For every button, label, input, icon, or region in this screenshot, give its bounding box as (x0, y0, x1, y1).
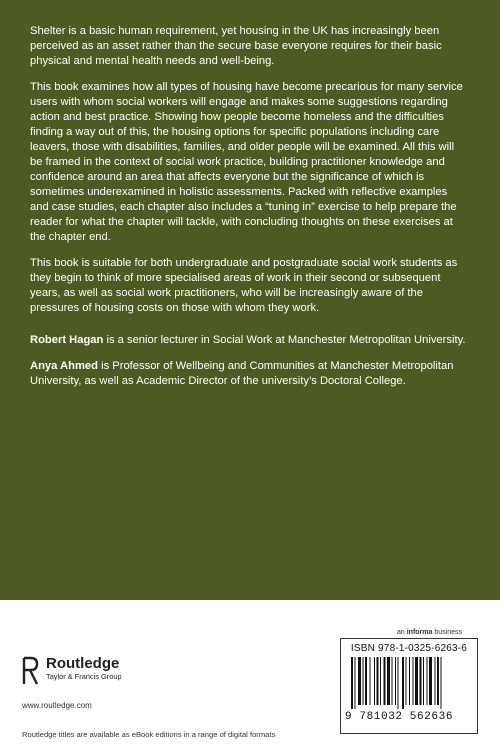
blurb-paragraph-1: Shelter is a basic human requirement, yet housing in the UK has increasingly been perceived as an asset rather than the secure base everyone requires for their basic physical and mental health needs and well-being. (30, 25, 442, 67)
publisher-name: Routledge (46, 655, 120, 672)
barcode-bar (387, 657, 390, 705)
barcode-bar (392, 657, 393, 705)
informa-suffix: business (432, 629, 462, 636)
barcode-bar (435, 657, 436, 705)
author-bio-2 (30, 359, 468, 389)
author-name-2: Anya Ahmed (30, 360, 98, 372)
barcode-bar (429, 657, 432, 705)
blurb-paragraph-2: This book examines how all types of housing have become precarious for many service users with whom social workers will engage and makes some suggestions regarding action and best practice. Showing how people become homeless and the difficulties finding a way out of this, the housing options for specific populations including care leavers, those with disabilities, families, and older people will be examined. All this will be framed in the context of social work practice, building practitioner knowledge and confidence around an area that affects everyone but the significance of which is sometimes underexamined in holistic assessments. Packed with reflective examples and case studies, each chapter also includes a “tuning in” exercise to help prepare the reader for what the chapter will tackle, with concluding thoughts on these exercises at the chapter end. (30, 81, 463, 243)
publisher-footer (0, 600, 500, 750)
isbn-label: ISBN 978-1-0325-6263-6 (350, 643, 468, 654)
author-name-1: Robert Hagan (30, 334, 104, 346)
barcode-bar (384, 657, 386, 705)
barcode-bar (437, 657, 439, 705)
routledge-logo-icon (22, 656, 40, 686)
barcode-bar (402, 657, 404, 709)
publisher-group: Taylor & Francis Group (46, 672, 122, 681)
informa-prefix: an (397, 629, 407, 636)
ebook-note: Routledge titles are available as eBook editions in a range of digital formats (22, 730, 276, 739)
barcode-bar (365, 657, 367, 705)
barcode-digits: 9 781032 562636 (345, 711, 454, 723)
barcode-bar (377, 657, 379, 705)
barcode-bar (423, 657, 424, 705)
routledge-logo (22, 656, 122, 686)
informa-word: informa (406, 629, 433, 636)
isbn-barcode-box (340, 638, 478, 734)
barcode-bar (415, 657, 418, 705)
barcode-bar (355, 657, 356, 709)
barcode-bar (358, 657, 361, 705)
barcode-bar (380, 657, 381, 705)
publisher-website[interactable]: www.routledge.com (22, 701, 92, 710)
barcode-bar (406, 657, 407, 705)
barcode-bar (409, 657, 410, 705)
author-bio-text-2: is Professor of Wellbeing and Communities at Manchester Metropolitan University, as well as Academic Director of the university’s Doctoral College. (30, 360, 454, 387)
informa-tagline (397, 629, 462, 636)
barcode-bar (413, 657, 414, 705)
barcode-bar (363, 657, 364, 705)
barcode-bar (351, 657, 353, 709)
blurb-paragraph-3: This book is suitable for both undergraduate and postgraduate social work students as they begin to think of more specialised areas of work in their second or subsequent years, as well as social work practitioners, who will be increasingly aware of the pressures of housing costs on those with whom they work. (30, 257, 458, 314)
barcode-bar (374, 657, 375, 705)
barcode-bar (398, 657, 399, 709)
barcode-bar (427, 657, 428, 705)
author-bio-1 (30, 333, 468, 348)
author-bio-text-1: is a senior lecturer in Social Work at Manchester Metropolitan University. (103, 334, 466, 346)
barcode-bar (370, 657, 371, 705)
barcode-graphic (351, 657, 469, 709)
barcode-bar (395, 657, 396, 705)
barcode-bar (441, 657, 442, 709)
barcode-bar (420, 657, 422, 705)
